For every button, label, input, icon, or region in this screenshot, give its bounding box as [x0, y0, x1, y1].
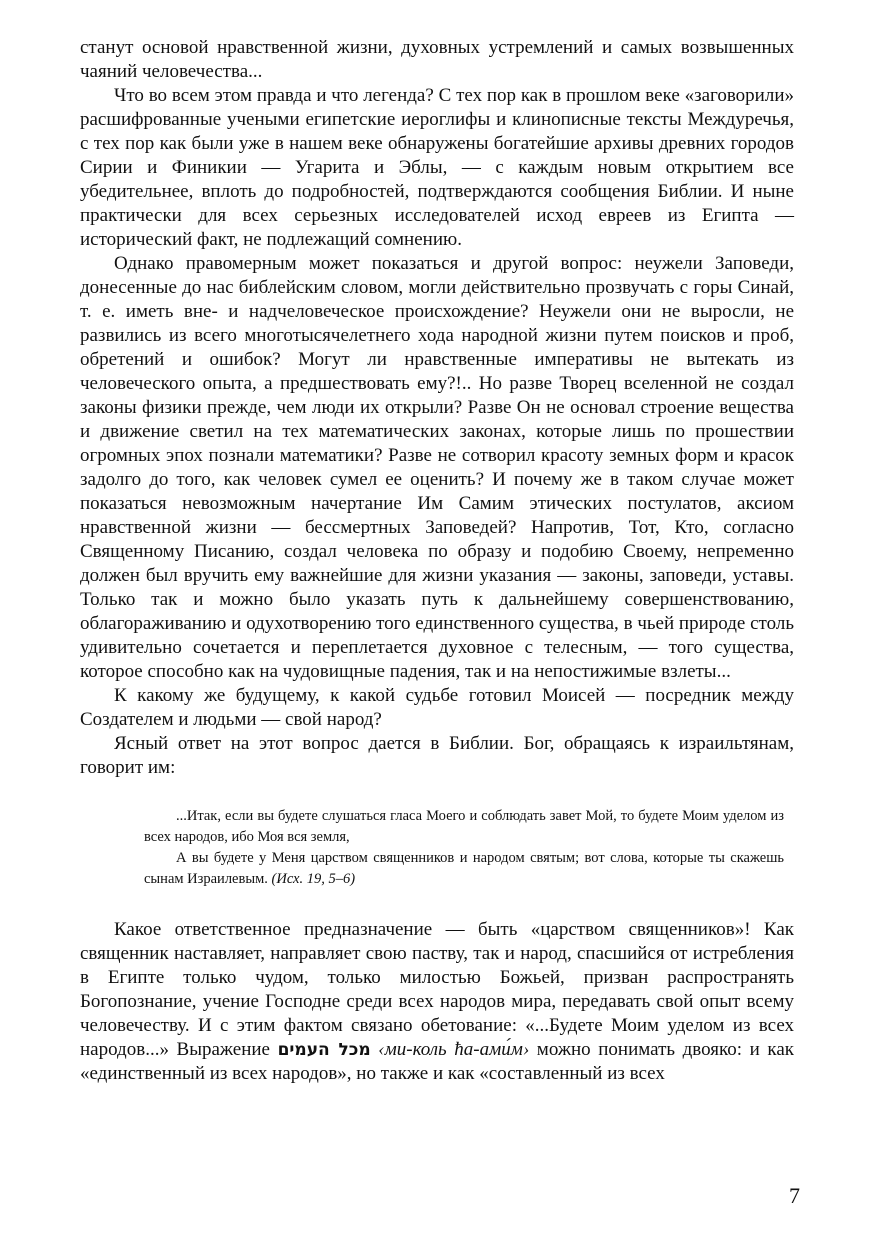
paragraph-future-question: К какому же будущему, к какой судьбе готовил Моисей — посредник между Создателем и людьми — свой народ? — [80, 685, 794, 730]
scripture-quote — [144, 806, 784, 890]
quote-line-2-text: А вы будете у Меня царством священников и народом святым; вот слова, которые ты скажешь сынам Израилевым. — [144, 850, 784, 887]
page-body — [80, 36, 794, 1086]
paragraph-commandments-origin: Однако правомерным может показаться и другой вопрос: неужели Заповеди, донесенные до нас библейским словом, могли действительно прозвучать с горы Синай, т. е. иметь вне- и надчеловеческое происхождение? Неужели они не выросли, не развились из всего многотысячелетнего хода народной жизни путем поисков и проб, обретений и ошибок? Могут ли нравственные императивы не вытекать из человеческого опыта, а предшествовать ему?!.. Но разве Творец вселенной не создал законы физики прежде, чем люди их открыли? Разве Он не основал строение вещества и движение светил на тех математических законах, которые лишь по прошествии огромных эпох познали математики? Разве не сотворил красоту земных форм и красок задолго до того, как человек сумел ее оценить? И почему же в таком случае может показаться невозможным начертание Им Самим этических постулатов, аксиом нравственной жизни — бессмертных Заповедей? Напротив, Тот, Кто, согласно Священному Писанию, создал человека по образу и подобию Своему, непременно должен был вручить ему важнейшие для жизни указания — законы, заповеди, уставы. Только так и можно было указать путь к дальнейшему совершенствованию, облагораживанию и одухотворению того единственного существа, в чьей природе столь удивительно сочетается и переплетается духовное с телесным, — того существа, которое способно как на чудовищные падения, так и на непостижимые взлеты... — [80, 253, 794, 682]
final-paragraph-text: Какое ответственное предназначение — быть «царством священников»! Как священник наставляет, направляет свою паству, так и народ, спасшийся от истребления в Египте только чудом, только милостью Божьей, призван распространять Богопознание, учение Господне среди всех народов мира, передавать свой опыт всему человечеству. И с этим фактом связано обетование: «...Будете Моим уделом из всех народов...» Выражение — [80, 919, 794, 1060]
paragraph-truth-and-legend: Что во всем этом правда и что легенда? С тех пор как в прошлом веке «заговорили» расшифрованные учеными египетские иероглифы и клинописные тексты Междуречья, с тех пор как были уже в нашем веке обнаружены богатейшие архивы древних городов Сирии и Финикии — Угарита и Эблы, — с каждым новым открытием все убедительнее, вплоть до подробностей, подтверждаются сообщения Библии. И ныне практически для всех серьезных исследователей исход евреев из Египта — исторический факт, не подлежащий сомнению. — [80, 85, 794, 250]
quote-line-1: ...Итак, если вы будете слушаться гласа Моего и соблюдать завет Мой, то будете Моим уделом из всех народов, ибо Моя вся земля, — [144, 808, 784, 845]
transliteration: ‹ми-коль ћа-ами́м› — [378, 1039, 530, 1060]
page-number: 7 — [789, 1183, 800, 1208]
quote-reference: (Исх. 19, 5–6) — [271, 871, 356, 887]
final-paragraph-tail: можно понимать двояко: и как «единственный из всех народов», но также и как «составленный из всех — [80, 1039, 795, 1084]
quote-line-2 — [144, 848, 784, 890]
hebrew-phrase: מכל העמים — [277, 1040, 371, 1060]
paragraph-continuation: станут основой нравственной жизни, духовных устремлений и самых возвышенных чаяний человечества... — [80, 37, 794, 82]
paragraph-bible-answer: Ясный ответ на этот вопрос дается в Библии. Бог, обращаясь к израильтянам, говорит им: — [80, 733, 794, 778]
paragraph-kingdom-of-priests — [80, 918, 794, 1086]
